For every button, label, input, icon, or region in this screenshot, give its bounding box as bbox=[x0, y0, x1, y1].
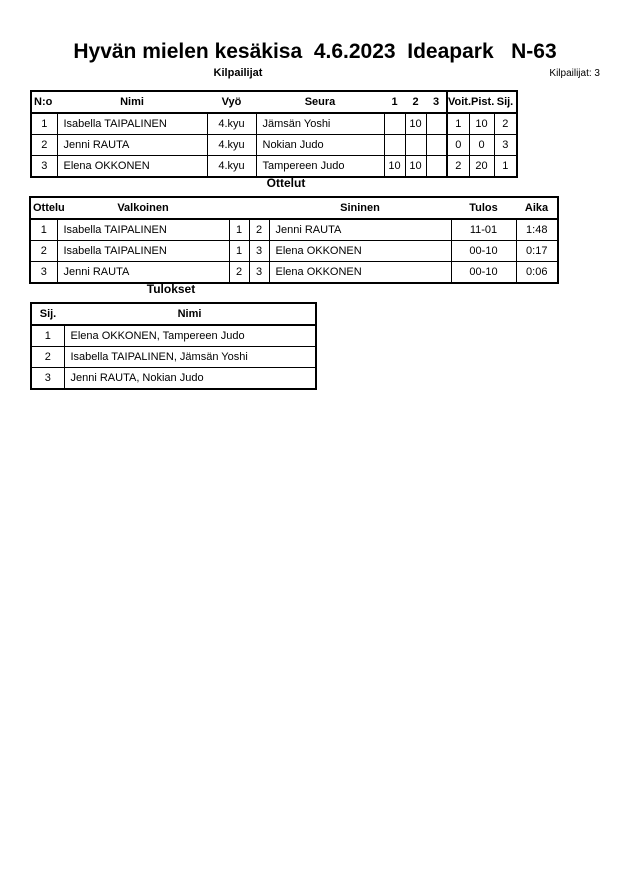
match-row bbox=[30, 219, 558, 241]
cell-blue-no: 3 bbox=[249, 262, 269, 284]
col-header-name: Nimi bbox=[64, 303, 316, 325]
competitor-row bbox=[31, 156, 517, 178]
col-header-white: Valkoinen bbox=[57, 197, 229, 219]
header-row bbox=[31, 91, 517, 113]
col-header-club: Seura bbox=[256, 91, 384, 113]
match-row bbox=[30, 241, 558, 262]
cell-round3 bbox=[426, 156, 447, 178]
cell-white: Isabella TAIPALINEN bbox=[57, 241, 229, 262]
cell-match-no: 1 bbox=[30, 219, 57, 241]
col-header-blue-no bbox=[249, 197, 269, 219]
cell-blue: Elena OKKONEN bbox=[269, 241, 451, 262]
col-header-no: N:o bbox=[31, 91, 57, 113]
col-header-time: Aika bbox=[516, 197, 558, 219]
cell-place: 3 bbox=[31, 368, 64, 390]
result-row bbox=[31, 368, 316, 390]
result-row bbox=[31, 325, 316, 347]
header-row bbox=[31, 303, 316, 325]
cell-time: 1:48 bbox=[516, 219, 558, 241]
results-header bbox=[31, 303, 316, 325]
col-header-belt: Vyö bbox=[207, 91, 256, 113]
cell-white-no: 1 bbox=[229, 241, 249, 262]
cell-belt: 4.kyu bbox=[207, 156, 256, 178]
cell-white-no: 1 bbox=[229, 219, 249, 241]
results-table bbox=[30, 302, 317, 390]
cell-round3 bbox=[426, 113, 447, 135]
col-header-place: Sij. bbox=[494, 91, 517, 113]
cell-round1 bbox=[384, 113, 405, 135]
header-row bbox=[30, 197, 558, 219]
match-row bbox=[30, 262, 558, 284]
col-header-white-no bbox=[229, 197, 249, 219]
cell-belt: 4.kyu bbox=[207, 135, 256, 156]
cell-name: Isabella TAIPALINEN bbox=[57, 113, 207, 135]
cell-round2: 10 bbox=[405, 156, 426, 178]
cell-wins: 0 bbox=[447, 135, 469, 156]
col-header-round1: 1 bbox=[384, 91, 405, 113]
cell-name: Jenni RAUTA, Nokian Judo bbox=[64, 368, 316, 390]
cell-result: 00-10 bbox=[451, 241, 516, 262]
competitor-count-label: Kilpailijat: 3 bbox=[549, 68, 600, 79]
col-header-wins-points: Voit.Pist. bbox=[447, 91, 494, 113]
cell-club: Tampereen Judo bbox=[256, 156, 384, 178]
cell-points: 0 bbox=[469, 135, 494, 156]
cell-club: Nokian Judo bbox=[256, 135, 384, 156]
cell-time: 0:06 bbox=[516, 262, 558, 284]
cell-blue: Elena OKKONEN bbox=[269, 262, 451, 284]
cell-name: Jenni RAUTA bbox=[57, 135, 207, 156]
cell-blue-no: 2 bbox=[249, 219, 269, 241]
col-header-place: Sij. bbox=[31, 303, 64, 325]
cell-white-no: 2 bbox=[229, 262, 249, 284]
cell-round2 bbox=[405, 135, 426, 156]
col-header-match: Ottelu bbox=[30, 197, 57, 219]
cell-name: Elena OKKONEN bbox=[57, 156, 207, 178]
cell-belt: 4.kyu bbox=[207, 113, 256, 135]
cell-place: 1 bbox=[31, 325, 64, 347]
competitor-row bbox=[31, 113, 517, 135]
col-header-blue: Sininen bbox=[269, 197, 451, 219]
cell-points: 10 bbox=[469, 113, 494, 135]
cell-match-no: 2 bbox=[30, 241, 57, 262]
cell-result: 00-10 bbox=[451, 262, 516, 284]
cell-place: 1 bbox=[494, 156, 517, 178]
cell-blue-no: 3 bbox=[249, 241, 269, 262]
cell-match-no: 3 bbox=[30, 262, 57, 284]
cell-white: Jenni RAUTA bbox=[57, 262, 229, 284]
cell-blue: Jenni RAUTA bbox=[269, 219, 451, 241]
cell-place: 2 bbox=[494, 113, 517, 135]
cell-round1 bbox=[384, 135, 405, 156]
cell-club: Jämsän Yoshi bbox=[256, 113, 384, 135]
matches-header bbox=[30, 197, 558, 219]
cell-time: 0:17 bbox=[516, 241, 558, 262]
competitors-header bbox=[31, 91, 517, 113]
competitors-heading: Kilpailijat bbox=[213, 67, 263, 79]
col-header-round2: 2 bbox=[405, 91, 426, 113]
matches-table bbox=[29, 196, 559, 284]
cell-wins: 2 bbox=[447, 156, 469, 178]
cell-wins: 1 bbox=[447, 113, 469, 135]
cell-white: Isabella TAIPALINEN bbox=[57, 219, 229, 241]
cell-round1: 10 bbox=[384, 156, 405, 178]
competitor-row bbox=[31, 135, 517, 156]
cell-round3 bbox=[426, 135, 447, 156]
cell-points: 20 bbox=[469, 156, 494, 178]
cell-no: 3 bbox=[31, 156, 57, 178]
page-title: Hyvän mielen kesäkisa 4.6.2023 Ideapark N-63 bbox=[73, 40, 557, 63]
results-heading: Tulokset bbox=[146, 282, 196, 296]
col-header-round3: 3 bbox=[426, 91, 447, 113]
result-row bbox=[31, 347, 316, 368]
cell-place: 3 bbox=[494, 135, 517, 156]
competitors-table bbox=[30, 90, 518, 178]
matches-heading: Ottelut bbox=[266, 176, 306, 190]
col-header-result: Tulos bbox=[451, 197, 516, 219]
cell-place: 2 bbox=[31, 347, 64, 368]
cell-no: 2 bbox=[31, 135, 57, 156]
cell-no: 1 bbox=[31, 113, 57, 135]
cell-name: Isabella TAIPALINEN, Jämsän Yoshi bbox=[64, 347, 316, 368]
cell-name: Elena OKKONEN, Tampereen Judo bbox=[64, 325, 316, 347]
col-header-name: Nimi bbox=[57, 91, 207, 113]
cell-round2: 10 bbox=[405, 113, 426, 135]
cell-result: 11-01 bbox=[451, 219, 516, 241]
